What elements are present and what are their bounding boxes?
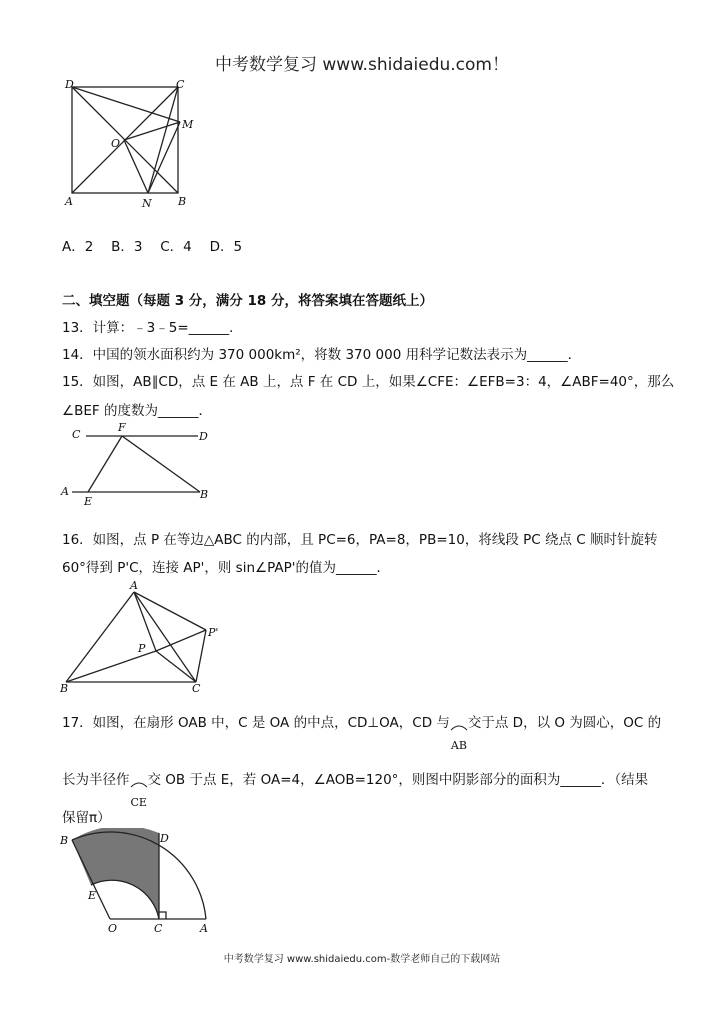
fig2-label-a: A — [61, 485, 69, 498]
page-header: 中考数学复习 www.shidaiedu.com！ — [215, 55, 509, 75]
fig1-label-a: A — [65, 195, 73, 208]
q17-line2 — [62, 768, 649, 809]
page-footer: 中考数学复习 www.shidaiedu.com-数学老师自己的下载网站 — [223, 954, 501, 965]
fig3-label-a: A — [130, 579, 138, 592]
arc-ce-label: CE — [130, 796, 147, 809]
fig3-label-c: C — [192, 682, 201, 695]
fig1-label-o: O — [111, 137, 121, 150]
section-title: 二、填空题（每题 3 分，满分 18 分，将答案填在答题纸上） — [62, 293, 433, 309]
fig1-label-b: B — [178, 195, 187, 208]
fig2-label-b: B — [200, 488, 209, 501]
fig4-label-b: B — [60, 834, 69, 847]
q17-line2-part-b: 交 OB 于点 E，若 OA=4，∠AOB=120°，则图中阴影部分的面积为______．（结果 — [147, 772, 649, 788]
fig4-label-o: O — [108, 922, 118, 935]
fig4-label-a: A — [200, 922, 208, 935]
fig2-label-d: D — [199, 430, 208, 443]
figure-parallel-lines — [58, 420, 218, 505]
fig3-label-p-prime: P' — [208, 626, 219, 639]
figure-sector — [58, 828, 218, 938]
fig2-label-f: F — [118, 421, 126, 434]
arc-ab-label: AB — [450, 739, 467, 752]
q17-line2-part-a: 长为半径作 — [62, 772, 130, 788]
fig4-label-d: D — [160, 832, 169, 845]
fig4-label-e: E — [88, 889, 97, 902]
q15-line1: 15．如图，AB∥CD，点 E 在 AB 上，点 F 在 CD 上，如果∠CFE：∠EFB=3：4，∠ABF=40°，那么 — [62, 374, 675, 390]
fig3-label-p: P — [138, 642, 146, 655]
fig1-label-n: N — [142, 197, 152, 210]
q16-line2: 60°得到 P'C，连接 AP'，则 sin∠PAP'的值为______． — [62, 560, 390, 576]
q17-line3: 保留π） — [62, 810, 111, 826]
fig1-label-d: D — [65, 78, 74, 91]
q17-line1 — [62, 711, 662, 752]
q15-line2: ∠BEF 的度数为______． — [62, 403, 212, 419]
q17-line1-part-b: 交于点 D，以 O 为圆心，OC 的 — [467, 715, 662, 731]
fig2-label-e: E — [84, 495, 93, 505]
figure-square — [58, 78, 198, 210]
q14: 14．中国的领水面积约为 370 000km²，将数 370 000 用科学记数法表示为______． — [62, 347, 582, 363]
fig2-label-c: C — [72, 428, 81, 441]
figure-triangle — [58, 578, 228, 698]
fig3-label-b: B — [60, 682, 69, 695]
q13: 13．计算：﹣3﹣5=______． — [62, 320, 243, 336]
fig1-label-m: M — [182, 118, 194, 131]
q17-line1-part-a: 17．如图，在扇形 OAB 中，C 是 OA 的中点，CD⊥OA，CD 与 — [62, 715, 450, 731]
q16-line1: 16．如图，点 P 在等边△ABC 的内部，且 PC=6，PA=8，PB=10，将线段 PC 绕点 C 顺时针旋转 — [62, 532, 658, 548]
q12-options: A．2 B．3 C．4 D．5 — [62, 239, 243, 255]
fig4-label-c: C — [154, 922, 163, 935]
fig1-label-c: C — [176, 78, 185, 91]
